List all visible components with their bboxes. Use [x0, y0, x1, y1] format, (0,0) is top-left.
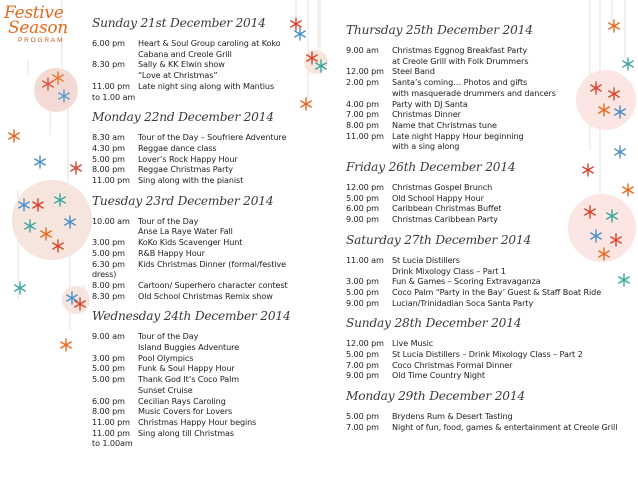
event-description: KoKo Kids Scavenger Hunt	[138, 237, 243, 248]
event-row	[346, 214, 608, 225]
event-row	[346, 255, 608, 276]
event-description: Sing along with the pianist	[138, 175, 244, 186]
event-description: Music Covers for Lovers	[138, 406, 233, 417]
event-row	[346, 203, 608, 214]
event-time: 5.00 pm	[346, 411, 379, 422]
event-time: 11.00 pm	[92, 427, 130, 438]
event-time: 5.00 pm	[346, 286, 379, 297]
event-row	[346, 298, 608, 309]
right-column	[346, 23, 618, 441]
event-description: Reggae Christmas Party	[138, 164, 233, 175]
event-row	[92, 59, 302, 80]
event-row	[346, 77, 608, 98]
event-time: 4.30 pm	[92, 142, 125, 153]
day-heading: Thursday 25th December 2014	[346, 23, 533, 37]
event-time: 5.00 pm	[92, 363, 125, 374]
event-row	[92, 259, 302, 270]
event-time: 11.00 am	[346, 254, 384, 265]
event-time: 7.00 pm	[346, 359, 379, 370]
event-time: 11.00 pm	[92, 175, 130, 186]
event-description: Tour of the Day Island Buggies Adventure	[138, 331, 240, 353]
event-time: 9.00 pm	[346, 370, 379, 381]
event-time: 11.00 pm	[346, 130, 384, 141]
event-row	[92, 374, 302, 395]
event-description: Late night Happy Hour beginning with a sing along	[392, 130, 524, 152]
event-description: Tour of the Day Anse La Raye Water Fall	[138, 215, 233, 237]
event-row	[92, 216, 302, 237]
event-list	[92, 132, 302, 186]
event-description: Christmas Happy Hour begins	[138, 416, 257, 427]
event-time: 4.00 pm	[346, 98, 379, 109]
event-description: Sally & KK Elwin show “Love at Christmas”	[138, 59, 225, 81]
day-heading: Monday 29th December 2014	[346, 389, 525, 404]
event-description: Christmas Dinner	[392, 109, 461, 120]
event-row	[346, 276, 608, 287]
event-row	[346, 131, 608, 152]
event-time: 12.00 pm	[346, 66, 384, 77]
event-row	[346, 360, 608, 371]
event-time: 12.00 pm	[346, 182, 384, 193]
event-row	[346, 182, 608, 193]
event-description: Kids Christmas Dinner (formal/festive	[138, 258, 286, 269]
event-row	[92, 154, 302, 165]
event-description: Old School Happy Hour	[392, 192, 484, 203]
event-time: dress)	[92, 269, 117, 280]
event-time: 2.00 pm	[346, 77, 379, 88]
event-time: 10.00 am	[92, 215, 130, 226]
event-description: Brydens Rum & Desert Tasting	[392, 411, 513, 422]
event-row	[92, 164, 302, 175]
event-time: 3.00 pm	[92, 237, 125, 248]
event-row	[92, 396, 302, 407]
event-list	[92, 38, 302, 102]
event-row	[92, 92, 302, 103]
event-list	[346, 182, 608, 225]
event-time: 11.00 pm	[92, 80, 130, 91]
event-time: 8.30 pm	[92, 59, 125, 70]
event-description: Reggae dance class	[138, 142, 217, 153]
event-description: Live Music	[392, 338, 434, 349]
event-row	[92, 417, 302, 428]
event-row	[92, 132, 302, 143]
event-description: Santa’s coming… Photos and gifts with masquerade drummers and dancers	[392, 77, 556, 98]
day-heading: Friday 26th December 2014	[346, 160, 516, 175]
event-time: 8.00 pm	[92, 279, 125, 290]
event-time: 5.00 pm	[346, 349, 379, 360]
event-row	[92, 175, 302, 186]
event-row	[92, 406, 302, 417]
event-row	[92, 353, 302, 364]
event-description: Christmas Eggnog Breakfast Party at Creole Grill with Folk Drummers	[392, 45, 529, 66]
event-time: 3.00 pm	[346, 276, 379, 287]
event-description: Lover’s Rock Happy Hour	[138, 153, 238, 164]
event-time: 6.00 pm	[92, 395, 125, 406]
event-description: St Lucia Distillers – Drink Mixology Class – Part 2	[392, 349, 583, 360]
event-row	[346, 193, 608, 204]
event-time: 6.00 pm	[346, 203, 379, 214]
event-row	[92, 38, 302, 59]
festive-season-logo	[4, 3, 86, 44]
event-description: Name that Christmas tune	[392, 119, 497, 130]
event-time: 8.00 pm	[92, 406, 125, 417]
event-row	[92, 291, 302, 302]
event-description: Lucian/Trinidadian Soca Santa Party	[392, 297, 534, 308]
event-description: St Lucia Distillers Drink Mixology Class – Part 1	[392, 254, 506, 276]
event-time: 9.00 pm	[346, 214, 379, 225]
event-description: Coco Christmas Formal Dinner	[392, 359, 513, 370]
event-description: Night of fun, food, games & entertainment at Creole Grill	[392, 421, 618, 432]
day-heading: Saturday 27th December 2014	[346, 232, 532, 247]
event-list	[92, 331, 302, 449]
event-description: Coco Palm “Party in the Bay’ Guest & Staff Boat Ride	[392, 286, 602, 297]
event-list	[346, 338, 608, 381]
event-time: to 1.00 am	[92, 91, 136, 102]
event-time: 12.00 pm	[346, 338, 384, 349]
event-row	[346, 411, 608, 422]
event-description: R&B Happy Hour	[138, 247, 205, 258]
event-row	[92, 428, 302, 439]
event-description	[138, 92, 302, 103]
event-time: 9.00 am	[346, 45, 379, 55]
event-description: Sing along till Christmas	[138, 427, 235, 438]
event-time: 7.00 pm	[346, 421, 379, 432]
event-row	[346, 99, 608, 110]
event-time: 6.30 pm	[92, 258, 125, 269]
event-row	[346, 421, 618, 433]
day-heading: Tuesday 23rd December 2014	[92, 193, 274, 208]
event-description: Funk & Soul Happy Hour	[138, 363, 235, 374]
event-description: Old Time Country Night	[392, 370, 485, 381]
event-row	[92, 269, 302, 280]
event-row	[92, 81, 302, 92]
event-description: Pool Olympics	[138, 352, 194, 363]
event-row	[346, 120, 608, 131]
event-description: Christmas Gospel Brunch	[392, 182, 493, 193]
event-time: 5.00 pm	[92, 153, 125, 164]
event-time: 8.00 pm	[346, 119, 379, 130]
day-heading: Wednesday 24th December 2014	[92, 309, 291, 324]
event-time: 5.00 pm	[346, 192, 379, 203]
ornament-ball-1	[34, 68, 78, 112]
event-row	[92, 280, 302, 291]
event-row	[92, 237, 302, 248]
event-row	[92, 331, 302, 352]
event-time: 5.00 pm	[92, 247, 125, 258]
event-description: Caribbean Christmas Buffet	[392, 203, 502, 214]
event-time: 8.30 pm	[92, 290, 125, 301]
event-description: Tour of the Day – Soufriere Adventure	[138, 132, 287, 143]
event-time: 5.00 pm	[92, 374, 125, 385]
event-description	[138, 269, 302, 280]
event-row	[346, 370, 608, 381]
day-heading: Sunday 28th December 2014	[346, 316, 522, 331]
event-description: Late night sing along with Mantius	[138, 80, 275, 91]
event-description: Cartoon/ Superhero character contest	[138, 279, 288, 290]
ornament-ball-2	[12, 180, 92, 260]
left-column	[92, 16, 302, 457]
event-list	[92, 216, 302, 302]
day-heading: Sunday 21st December 2014	[92, 16, 266, 30]
logo-line-3: PROGRAM	[18, 37, 65, 44]
event-description: Heart & Soul Group caroling at Koko Cabana and Creole Grill	[138, 38, 281, 59]
event-time: 9.00 pm	[346, 297, 379, 308]
event-description: Party with DJ Santa	[392, 98, 468, 109]
logo-line-2: Season	[8, 18, 68, 38]
event-row	[346, 287, 608, 298]
event-row	[92, 438, 302, 449]
event-row	[346, 66, 608, 77]
event-list	[346, 45, 608, 152]
event-list	[346, 255, 608, 309]
event-time: 11.00 pm	[92, 416, 130, 427]
event-time: to 1.00am	[92, 438, 133, 449]
event-row	[346, 349, 608, 360]
event-description	[138, 438, 302, 449]
event-description: Old School Christmas Remix show	[138, 290, 273, 301]
event-list	[346, 411, 618, 432]
event-row	[92, 248, 302, 259]
event-description: Christmas Caribbean Party	[392, 214, 498, 225]
event-row	[346, 109, 608, 120]
event-description: Cecilian Rays Caroling	[138, 395, 226, 406]
event-row	[92, 143, 302, 154]
event-time: 8.00 pm	[92, 164, 125, 175]
event-row	[346, 45, 608, 66]
event-time: 6.00 pm	[92, 38, 125, 48]
event-row	[346, 338, 608, 349]
event-time: 8.30 am	[92, 132, 125, 143]
event-description: Fun & Games – Scoring Extravaganza	[392, 276, 541, 287]
event-time: 9.00 am	[92, 331, 125, 342]
event-time: 7.00 pm	[346, 109, 379, 120]
day-heading: Monday 22nd December 2014	[92, 110, 274, 125]
ornament-ball-3	[62, 286, 90, 314]
event-description: Thank God It’s Coco Palm Sunset Cruise	[138, 374, 240, 395]
event-description: Steel Band	[392, 66, 435, 77]
event-row	[92, 363, 302, 374]
logo-line-1: Festive	[4, 3, 64, 23]
event-time: 3.00 pm	[92, 352, 125, 363]
